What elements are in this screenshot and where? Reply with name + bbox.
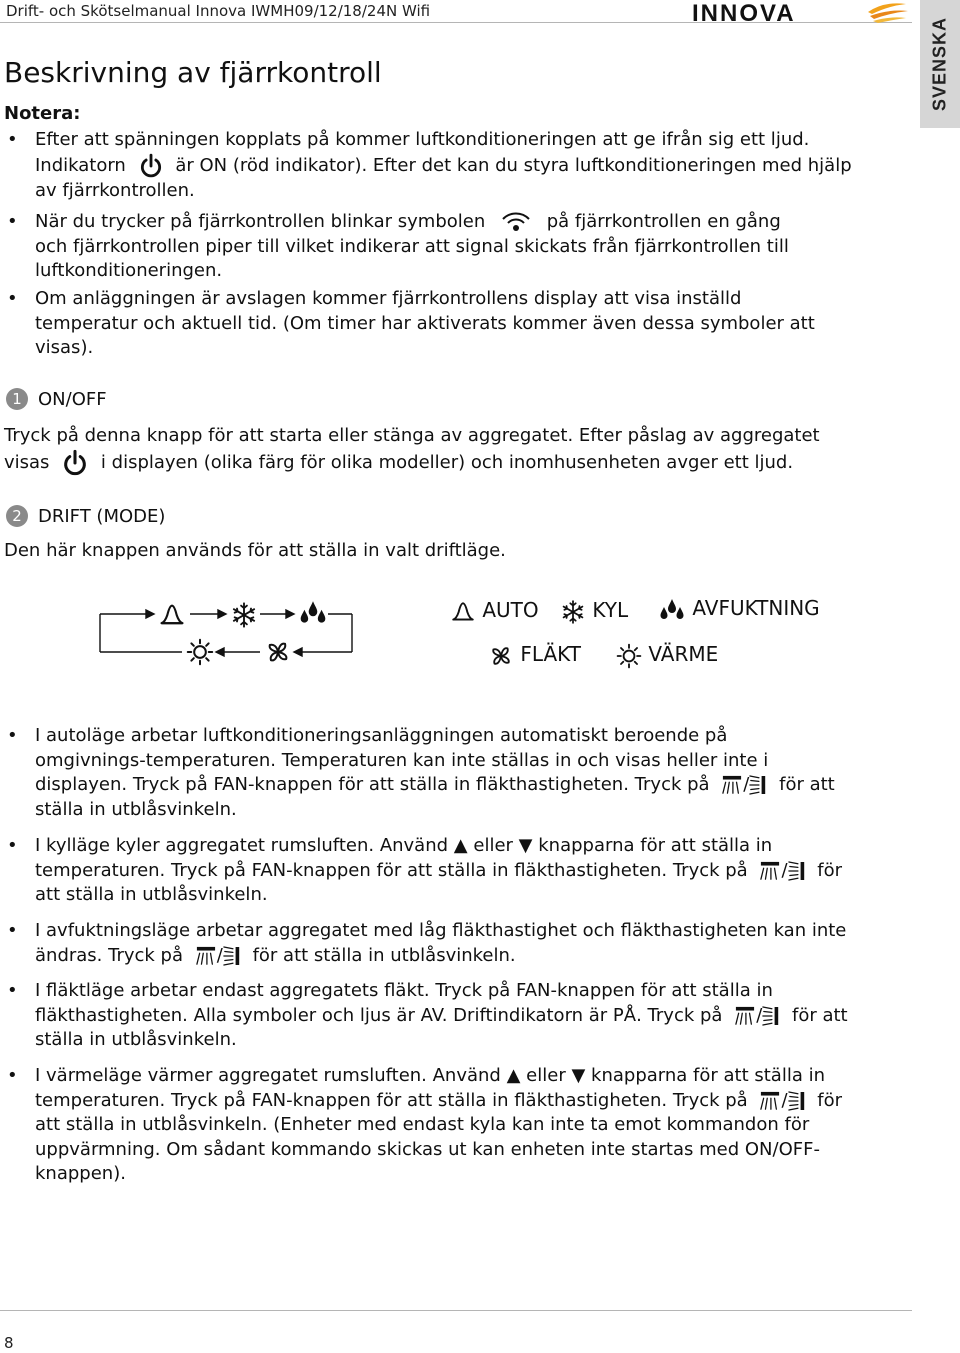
auto-line-1: I autoläge arbetar luftkonditioneringsanläggningen automatiskt beroende på [35, 725, 728, 746]
bullet-dot: • [7, 725, 18, 746]
horizontal-swing-icon [788, 861, 806, 881]
heat-line-2 [35, 1089, 842, 1114]
fan-line-2-end: för att [792, 1004, 848, 1026]
page-title: Beskrivning av fjärrkontroll [4, 56, 382, 89]
cool-line-2-end: för [817, 859, 843, 881]
legend-auto [450, 598, 539, 625]
vertical-swing-icon [759, 861, 781, 881]
dry-line-2 [35, 944, 846, 969]
note-bullet-2 [7, 210, 789, 284]
note-1-line-2-end: är ON (röd indikator). Efter det kan du styra luftkonditioneringen med hjälp [175, 154, 852, 176]
dry-line-1: I avfuktningsläge arbetar aggregatet med låg fläkthastighet och fläkthastigheten kan inte [35, 920, 847, 941]
cool-line-2 [35, 859, 842, 884]
page-number: 8 [4, 1334, 14, 1352]
cool-line-1 [35, 834, 842, 859]
cycle-arrow-head [294, 648, 302, 656]
note-3-line-2: temperatur och aktuell tid. (Om timer har aktiverats kommer även dessa symboler att [35, 312, 815, 334]
dry-mode-icon [658, 597, 686, 623]
note-bullet-1 [7, 128, 852, 203]
language-tab [920, 0, 960, 128]
fan-line-2-start: fläkthastigheten. Alla symboler och ljus är AV. Driftindikatorn är PÅ. Tryck på [35, 1004, 723, 1026]
dry-line-2-start: ändras. Tryck på [35, 944, 184, 966]
note-2-line-3: luftkonditioneringen. [35, 260, 223, 281]
heat-line-1 [35, 1064, 842, 1089]
vertical-swing-icon [721, 775, 743, 795]
mode-bullet-fan [7, 979, 848, 1053]
heat-mode-icon [188, 640, 213, 665]
heat-mode-icon [616, 643, 642, 669]
brand-logo-swoosh-icon [868, 3, 908, 23]
section-1-line-2-start: visas [4, 452, 50, 473]
vertical-swing-icon [759, 1091, 781, 1111]
power-icon [138, 153, 164, 179]
legend-fan-label: FLÄKT [520, 642, 581, 666]
bullet-dot: • [7, 920, 18, 941]
auto-mode-icon [162, 606, 183, 624]
vertical-swing-icon [734, 1006, 756, 1026]
bullet-dot: • [7, 288, 18, 309]
slash-separator: / [781, 1089, 788, 1111]
note-1-line-2-start: Indikatorn [35, 154, 126, 176]
mode-bullet-dry [7, 919, 847, 968]
heat-line-1-start: I värmeläge värmer aggregatet rumsluften. Använd [35, 1065, 501, 1086]
bullet-dot: • [7, 1065, 18, 1086]
note-bullet-3 [7, 287, 815, 361]
horizontal-swing-icon [223, 946, 241, 966]
bullet-dot: • [7, 835, 18, 856]
heat-line-2-end: för [817, 1089, 843, 1111]
down-arrow-icon: ▼ [571, 1065, 586, 1086]
horizontal-swing-icon [762, 1006, 780, 1026]
mode-bullet-cool [7, 834, 843, 908]
horizontal-swing-icon [749, 775, 767, 795]
legend-heat-label: VÄRME [648, 642, 719, 666]
power-icon [61, 449, 89, 477]
legend-auto-label: AUTO [482, 598, 539, 622]
section-1-line-2 [4, 449, 820, 477]
heat-line-3: att ställa in utblåsvinkeln. (Enheter med endast kyla kan inte ta emot kommandon för [35, 1114, 810, 1135]
dry-line-2-end: för att ställa in utblåsvinkeln. [252, 944, 516, 966]
cool-line-1-start: I kylläge kyler aggregatet rumsluften. Använd [35, 835, 449, 856]
note-1-line-1: Efter att spänningen kopplats på kommer luftkonditioneringen att ge ifrån sig ett ljud. [35, 129, 810, 150]
heat-line-5: knappen). [35, 1163, 126, 1184]
cool-line-2-start: temperaturen. Tryck på FAN-knappen för att ställa in fläkthastigheten. Tryck på [35, 859, 748, 881]
cool-mode-icon [560, 599, 586, 625]
cool-mode-icon [234, 603, 254, 626]
auto-line-3-end: för att [779, 774, 835, 795]
heat-line-1-end: knapparna för att ställa in [591, 1065, 826, 1086]
section-2-heading: DRIFT (MODE) [38, 506, 166, 527]
cycle-arrow-head [216, 648, 224, 656]
auto-line-2: omgivnings-temperaturen. Temperaturen kan inte ställas in och visas heller inte i [35, 749, 769, 771]
legend-cool-label: KYL [592, 598, 629, 622]
bullet-dot: • [7, 211, 18, 232]
legend-fan [488, 642, 581, 669]
notes-heading: Notera: [4, 103, 81, 124]
note-2-line-2: och fjärrkontrollen piper till vilket indikerar att signal skickats från fjärrkontrollen till [35, 235, 789, 257]
note-2-line-1-end: på fjärrkontrollen en gång [546, 211, 781, 232]
brand-logo [692, 0, 912, 24]
auto-line-3 [35, 773, 835, 798]
heat-line-1-middle: eller [526, 1065, 566, 1086]
legend-dry-label: AVFUKTNING [692, 596, 820, 620]
section-1-text [4, 423, 820, 477]
horizontal-swing-icon [788, 1091, 806, 1111]
legend-heat [616, 642, 718, 669]
slash-separator: / [756, 1004, 763, 1026]
language-tab-label: SVENSKA [929, 16, 950, 112]
bullet-dot: • [7, 129, 18, 150]
fan-line-3: ställa in utblåsvinkeln. [35, 1029, 237, 1050]
note-2-line-1 [35, 210, 789, 235]
section-1-line-2-end: i displayen (olika färg för olika modeller) och inomhusenheten avger ett ljud. [100, 452, 794, 473]
section-2-number-badge: 2 [6, 505, 28, 527]
up-arrow-icon: ▲ [453, 835, 468, 856]
footer-divider [0, 1310, 912, 1311]
up-arrow-icon: ▲ [506, 1065, 521, 1086]
fan-mode-icon [270, 644, 287, 661]
fan-line-1: I fläktläge arbetar endast aggregatets fläkt. Tryck på FAN-knappen för att ställa in [35, 980, 773, 1001]
section-1-heading: ON/OFF [38, 389, 107, 410]
heat-line-4: uppvärmning. Om sådant kommando skickas ut kan enheten inte startas med ON/OFF- [35, 1138, 820, 1160]
auto-line-3-start: displayen. Tryck på FAN-knappen för att ställa in fläkthastigheten. Tryck på [35, 774, 710, 795]
section-1-line-1: Tryck på denna knapp för att starta eller stänga av aggregatet. Efter påslag av aggregatet [4, 425, 820, 446]
dry-mode-icon [301, 601, 326, 622]
slash-separator: / [216, 944, 223, 966]
note-3-line-3: visas). [35, 337, 94, 358]
signal-icon [499, 210, 533, 234]
down-arrow-icon: ▼ [518, 835, 533, 856]
mode-cycle-diagram [96, 596, 366, 674]
section-1-number-badge: 1 [6, 388, 28, 410]
cool-line-1-middle: eller [473, 835, 513, 856]
bullet-dot: • [7, 980, 18, 1001]
cool-line-3: att ställa in utblåsvinkeln. [35, 884, 268, 905]
note-1-line-2 [35, 153, 852, 179]
document-header-title: Drift- och Skötselmanual Innova IWMH09/12/18/24N Wifi [6, 2, 431, 20]
brand-logo-text: INNOVA [692, 0, 796, 24]
section-2-text: Den här knappen används för att ställa in valt driftläge. [4, 540, 506, 561]
legend-dry [658, 596, 820, 623]
fan-line-2 [35, 1004, 848, 1029]
cycle-arrow-head [146, 610, 154, 618]
heat-line-2-start: temperaturen. Tryck på FAN-knappen för att ställa in fläkthastigheten. Tryck på [35, 1089, 748, 1111]
cycle-arrow-head [286, 610, 294, 618]
slash-separator: / [781, 859, 788, 881]
cool-line-1-end: knapparna för att ställa in [538, 835, 773, 856]
note-3-line-1: Om anläggningen är avslagen kommer fjärrkontrollens display att visa inställd [35, 288, 742, 309]
mode-bullet-auto [7, 724, 835, 822]
slash-separator: / [743, 774, 750, 795]
auto-mode-icon [450, 599, 476, 625]
cycle-arrow-head [218, 610, 226, 618]
note-2-line-1-start: När du trycker på fjärrkontrollen blinkar symbolen [35, 211, 486, 232]
vertical-swing-icon [195, 946, 217, 966]
note-1-line-3: av fjärrkontrollen. [35, 179, 195, 201]
auto-line-4: ställa in utblåsvinkeln. [35, 798, 237, 820]
mode-bullet-heat [7, 1064, 843, 1187]
fan-mode-icon [488, 643, 514, 669]
legend-cool [560, 598, 628, 625]
